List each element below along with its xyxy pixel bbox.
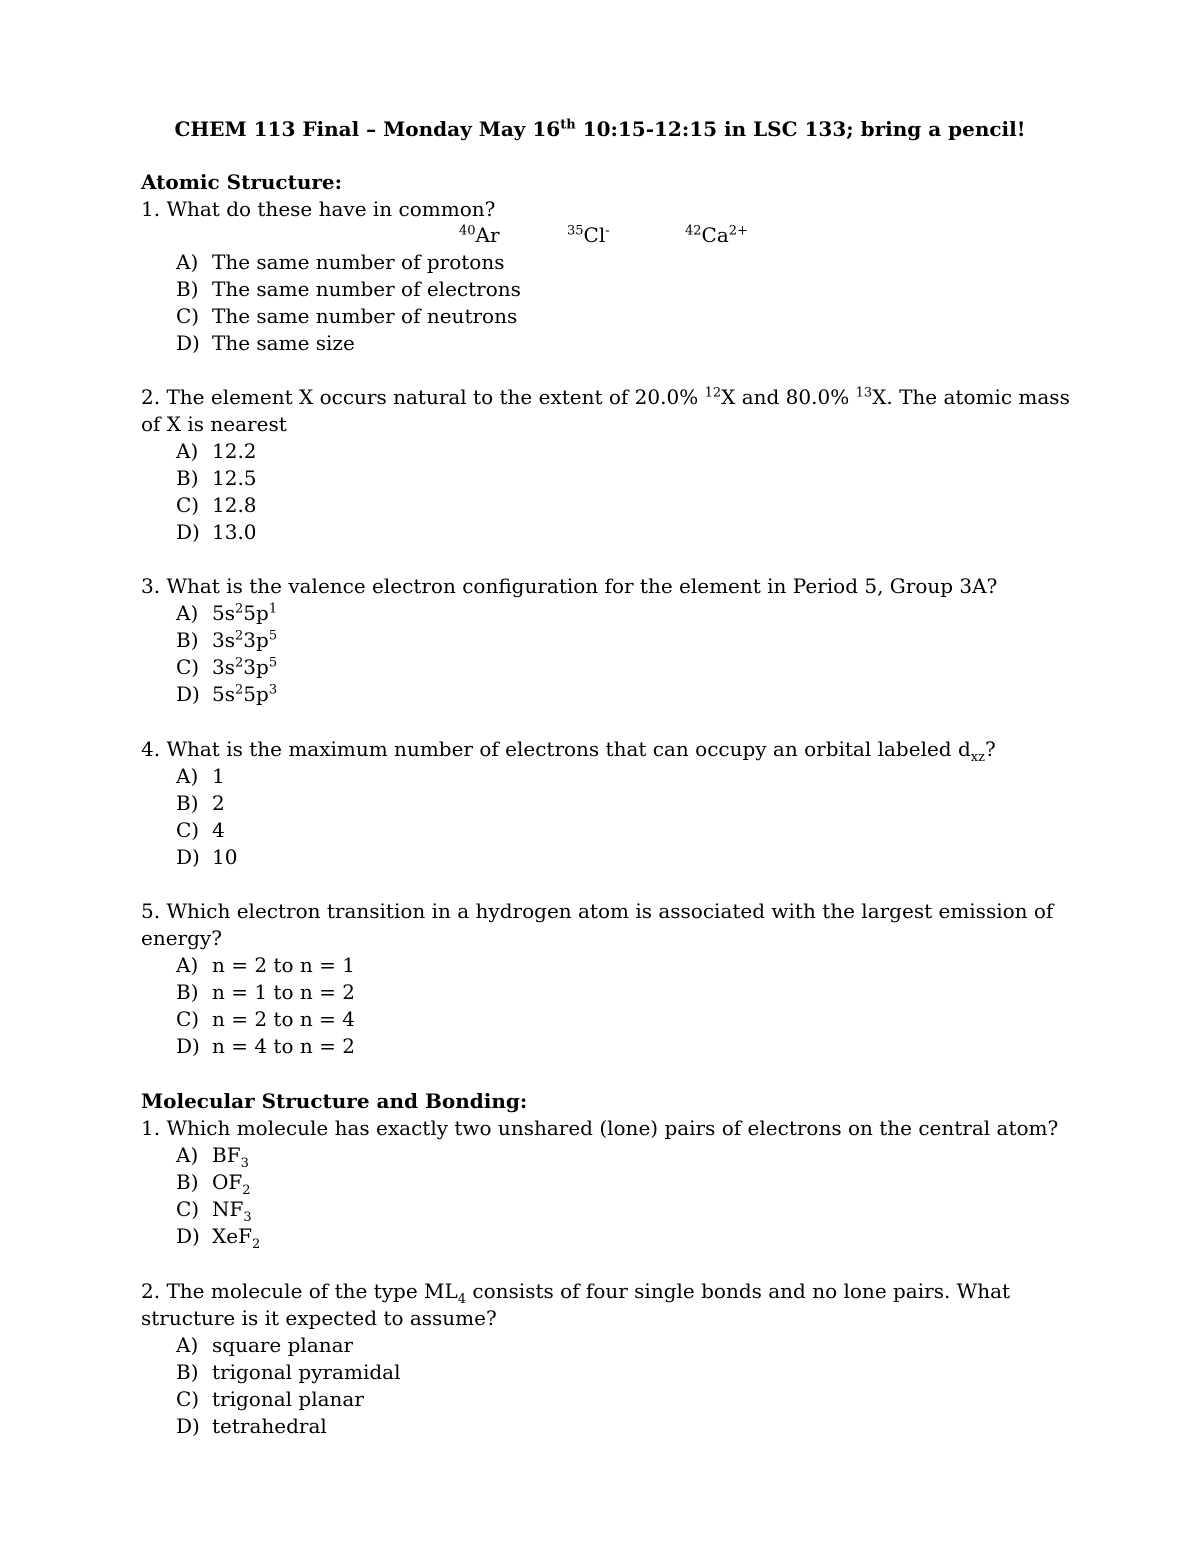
answer-option: C) 4 bbox=[176, 818, 225, 842]
section-heading-molecular: Molecular Structure and Bonding: bbox=[141, 1089, 528, 1113]
answer-option: B) n = 1 to n = 2 bbox=[176, 980, 355, 1004]
section-heading-atomic: Atomic Structure: bbox=[141, 170, 343, 194]
answer-option: C) trigonal planar bbox=[176, 1387, 364, 1411]
answer-option: B) $3s^23p^5$ bbox=[176, 628, 278, 652]
answer-option: A) The same number of protons bbox=[176, 250, 505, 274]
answer-option: B) $OF_2$ bbox=[176, 1170, 251, 1198]
question-text: 2. The molecule of the type $ML_4$ consists of four single bonds and no lone pairs. What structure is it expected to assume? bbox=[141, 1279, 1011, 1330]
answer-option: C) 12.8 bbox=[176, 493, 257, 517]
isotope-cl: $^{35}$Cl- bbox=[567, 223, 610, 247]
answer-option: D) XeF$_2$ bbox=[176, 1224, 261, 1252]
answer-option: A) n = 2 to n = 1 bbox=[176, 953, 355, 977]
question-text: 1. What do these have in common? bbox=[141, 197, 496, 221]
answer-option: B) 12.5 bbox=[176, 466, 257, 490]
isotope-ar: $^{40}$Ar bbox=[459, 223, 500, 247]
answer-option: D) 10 bbox=[176, 845, 238, 869]
answer-option: D) tetrahedral bbox=[176, 1414, 327, 1438]
answer-option: D) The same size bbox=[176, 331, 355, 355]
answer-option: A) $BF_3$ bbox=[176, 1143, 249, 1171]
isotope-ca: $^{42}Ca^{2+}$ bbox=[685, 223, 748, 247]
answer-option: D) n = 4 to n = 2 bbox=[176, 1034, 355, 1058]
question-text: 3. What is the valence electron configuration for the element in Period 5, Group 3A? bbox=[141, 574, 998, 598]
question-text: 1. Which molecule has exactly two unshared (lone) pairs of electrons on the central atom? bbox=[141, 1116, 1059, 1140]
answer-option: B) trigonal pyramidal bbox=[176, 1360, 401, 1384]
answer-option: A) square planar bbox=[176, 1333, 354, 1357]
question-text: 5. Which electron transition in a hydrogen atom is associated with the largest emission of energy? bbox=[141, 899, 1054, 950]
answer-option: C) $3s^23p^5$ bbox=[176, 655, 278, 679]
answer-option: A) $5s^25p^1$ bbox=[176, 601, 278, 625]
answer-option: D) 13.0 bbox=[176, 520, 257, 544]
answer-option: A) 12.2 bbox=[176, 439, 257, 463]
answer-option: A) 1 bbox=[176, 764, 225, 788]
question-text: 4. What is the maximum number of electrons that can occupy an orbital labeled $d_{xz}$? bbox=[141, 737, 996, 765]
answer-option: C) The same number of neutrons bbox=[176, 304, 518, 328]
page-title: CHEM 113 Final – Monday May 16th 10:15-12:15 in LSC 133; bring a pencil! bbox=[174, 117, 1026, 141]
question-text: 2. The element X occurs natural to the extent of 20.0% $^{12}$X and 80.0% $^{13}$X. The atomic mass of X is nearest bbox=[141, 385, 1070, 436]
answer-option: B) 2 bbox=[176, 791, 225, 815]
answer-option: C) $NF_3$ bbox=[176, 1197, 252, 1225]
answer-option: C) n = 2 to n = 4 bbox=[176, 1007, 355, 1031]
answer-option: B) The same number of electrons bbox=[176, 277, 521, 301]
answer-option: D) $5s^25p^3$ bbox=[176, 682, 278, 706]
